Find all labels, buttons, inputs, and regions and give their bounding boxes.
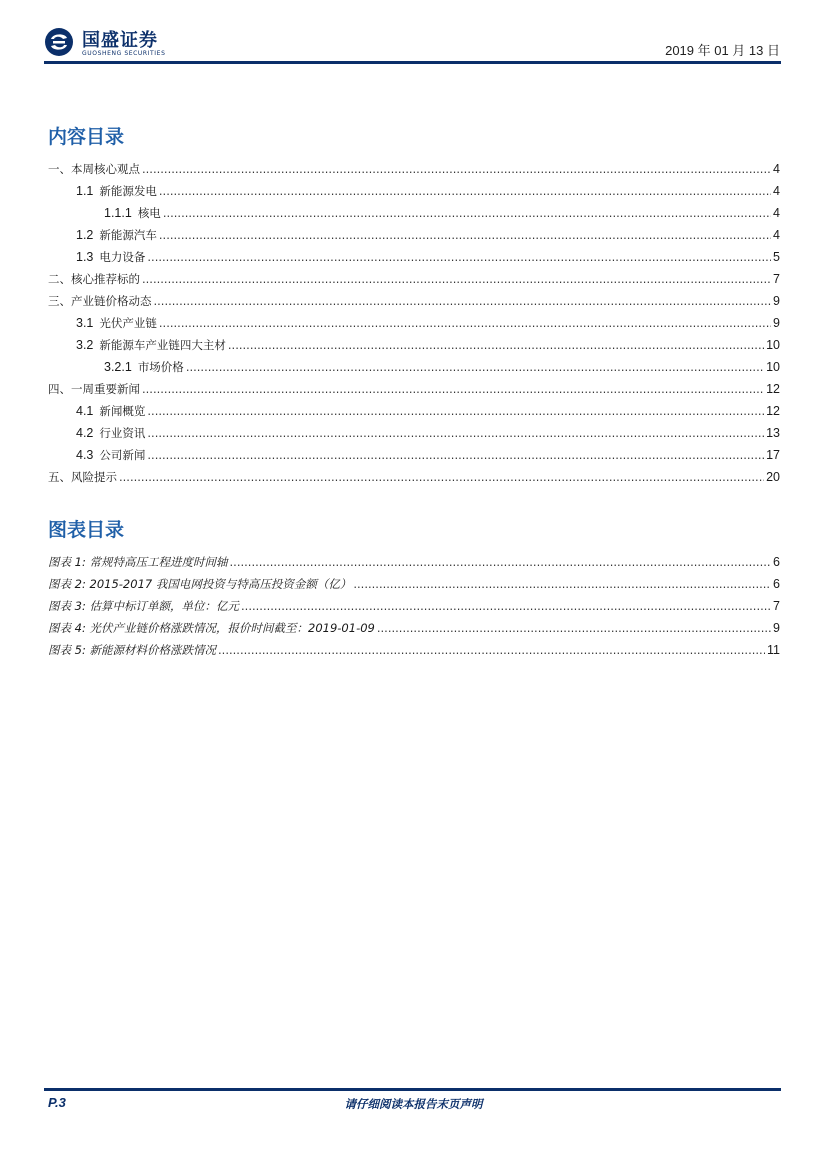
toc-entry-page: 13 <box>766 426 780 440</box>
figure-entry[interactable] <box>48 639 780 661</box>
toc-entry-label: 核电 <box>137 206 161 220</box>
toc-entry[interactable] <box>48 290 780 312</box>
toc-entry[interactable] <box>48 180 780 202</box>
toc-entry-number: 4.1 <box>76 404 94 418</box>
toc-entry[interactable] <box>48 312 780 334</box>
toc-entry-label: 市场价格 <box>137 360 184 374</box>
toc-entry-label: 光伏产业链 <box>99 316 157 330</box>
toc-entry-label: 新能源发电 <box>99 184 157 198</box>
toc-entry-label: 三、产业链价格动态 <box>48 294 152 308</box>
footer-divider <box>44 1088 781 1091</box>
toc-entry-label: 新能源汽车 <box>99 228 157 242</box>
header-divider <box>44 61 781 64</box>
toc-entry-page: 4 <box>773 184 780 198</box>
figure-entry-prefix: 图表 5: <box>48 643 86 657</box>
leader-dots <box>241 595 771 617</box>
toc-entry-label: 公司新闻 <box>99 448 146 462</box>
toc-entry-label: 四、一周重要新闻 <box>48 382 140 396</box>
leader-dots <box>119 466 764 488</box>
toc-entry-number: 1.3 <box>76 250 94 264</box>
report-date: 2019 年 01 月 13 日 <box>665 43 780 58</box>
toc-entry-number: 4.2 <box>76 426 94 440</box>
toc-entry[interactable] <box>48 378 780 400</box>
toc-entry[interactable] <box>48 422 780 444</box>
toc-entry[interactable] <box>48 158 780 180</box>
leader-dots <box>218 639 765 661</box>
figure-entry-label: 常规特高压工程进度时间轴 <box>89 555 228 569</box>
figure-entry-prefix: 图表 2: <box>48 577 86 591</box>
contents-title: 内容目录 <box>48 126 125 148</box>
toc-entry-label: 行业资讯 <box>99 426 146 440</box>
company-name-en: GUOSHENG SECURITIES <box>82 50 166 57</box>
figure-entry-prefix: 图表 4: <box>48 621 86 635</box>
toc-entry-page: 10 <box>766 360 780 374</box>
leader-dots <box>163 202 771 224</box>
toc-entry[interactable] <box>48 246 780 268</box>
toc-entry-label: 五、风险提示 <box>48 470 117 484</box>
toc-entry-number: 1.1.1 <box>104 206 132 220</box>
toc-entry-number: 1.2 <box>76 228 94 242</box>
toc-entry-label: 二、核心推荐标的 <box>48 272 140 286</box>
leader-dots <box>353 573 771 595</box>
leader-dots <box>147 246 771 268</box>
toc-entry-page: 12 <box>766 404 780 418</box>
toc-entry-page: 5 <box>773 250 780 264</box>
leader-dots <box>142 268 771 290</box>
toc-entry-label: 新能源车产业链四大主材 <box>99 338 226 352</box>
toc-entry-page: 4 <box>773 206 780 220</box>
leader-dots <box>147 400 764 422</box>
leader-dots <box>228 334 764 356</box>
figure-entry[interactable] <box>48 573 780 595</box>
figure-entry-page: 9 <box>773 621 780 635</box>
toc-entry[interactable] <box>48 202 780 224</box>
figure-entry[interactable] <box>48 595 780 617</box>
toc-entry-number: 3.2.1 <box>104 360 132 374</box>
disclaimer-note: 请仔细阅读本报告末页声明 <box>344 1097 483 1111</box>
toc-entry-page: 4 <box>773 228 780 242</box>
toc-entry-page: 7 <box>773 272 780 286</box>
figure-entry-prefix: 图表 1: <box>48 555 86 569</box>
leader-dots <box>186 356 764 378</box>
toc-entry-page: 9 <box>773 294 780 308</box>
toc-entry-number: 3.2 <box>76 338 94 352</box>
leader-dots <box>230 551 772 573</box>
contents-list <box>48 158 780 488</box>
leader-dots <box>159 180 771 202</box>
toc-entry-page: 4 <box>773 162 780 176</box>
company-name: 国盛证券 <box>82 30 158 51</box>
toc-entry[interactable] <box>48 444 780 466</box>
toc-entry-page: 20 <box>766 470 780 484</box>
toc-entry-number: 4.3 <box>76 448 94 462</box>
toc-entry-page: 10 <box>766 338 780 352</box>
figure-entry-page: 6 <box>773 555 780 569</box>
figures-list <box>48 551 780 661</box>
toc-entry-label: 一、本周核心观点 <box>48 162 140 176</box>
toc-entry[interactable] <box>48 224 780 246</box>
figure-entry-page: 11 <box>767 643 780 657</box>
toc-entry-page: 9 <box>773 316 780 330</box>
figure-entry-prefix: 图表 3: <box>48 599 86 613</box>
figure-entry-label: 2015-2017 我国电网投资与特高压投资金额（亿） <box>89 577 352 591</box>
figure-entry-page: 6 <box>773 577 780 591</box>
leader-dots <box>147 422 764 444</box>
leader-dots <box>147 444 764 466</box>
leader-dots <box>154 290 772 312</box>
toc-entry-number: 3.1 <box>76 316 94 330</box>
toc-entry-label: 新闻概览 <box>99 404 146 418</box>
figure-entry-label: 估算中标订单额，单位：亿元 <box>89 599 240 613</box>
toc-entry-page: 17 <box>766 448 780 462</box>
toc-entry-page: 12 <box>766 382 780 396</box>
leader-dots <box>159 224 771 246</box>
toc-entry[interactable] <box>48 268 780 290</box>
figure-entry[interactable] <box>48 551 780 573</box>
page-header <box>0 0 827 64</box>
figure-entry-label: 光伏产业链价格涨跌情况，报价时间截至：2019-01-09 <box>89 621 375 635</box>
toc-entry[interactable] <box>48 466 780 488</box>
leader-dots <box>142 378 764 400</box>
toc-entry[interactable] <box>48 400 780 422</box>
toc-entry-number: 1.1 <box>76 184 94 198</box>
leader-dots <box>142 158 771 180</box>
leader-dots <box>377 617 771 639</box>
toc-entry[interactable] <box>48 334 780 356</box>
leader-dots <box>159 312 771 334</box>
figure-entry-label: 新能源材料价格涨跌情况 <box>89 643 217 657</box>
guosheng-logo-icon <box>44 27 74 57</box>
toc-entry[interactable] <box>48 356 780 378</box>
figure-entry[interactable] <box>48 617 780 639</box>
figure-entry-page: 7 <box>773 599 780 613</box>
page-number: P.3 <box>48 1095 66 1110</box>
figures-title: 图表目录 <box>48 519 125 541</box>
toc-entry-label: 电力设备 <box>99 250 146 264</box>
